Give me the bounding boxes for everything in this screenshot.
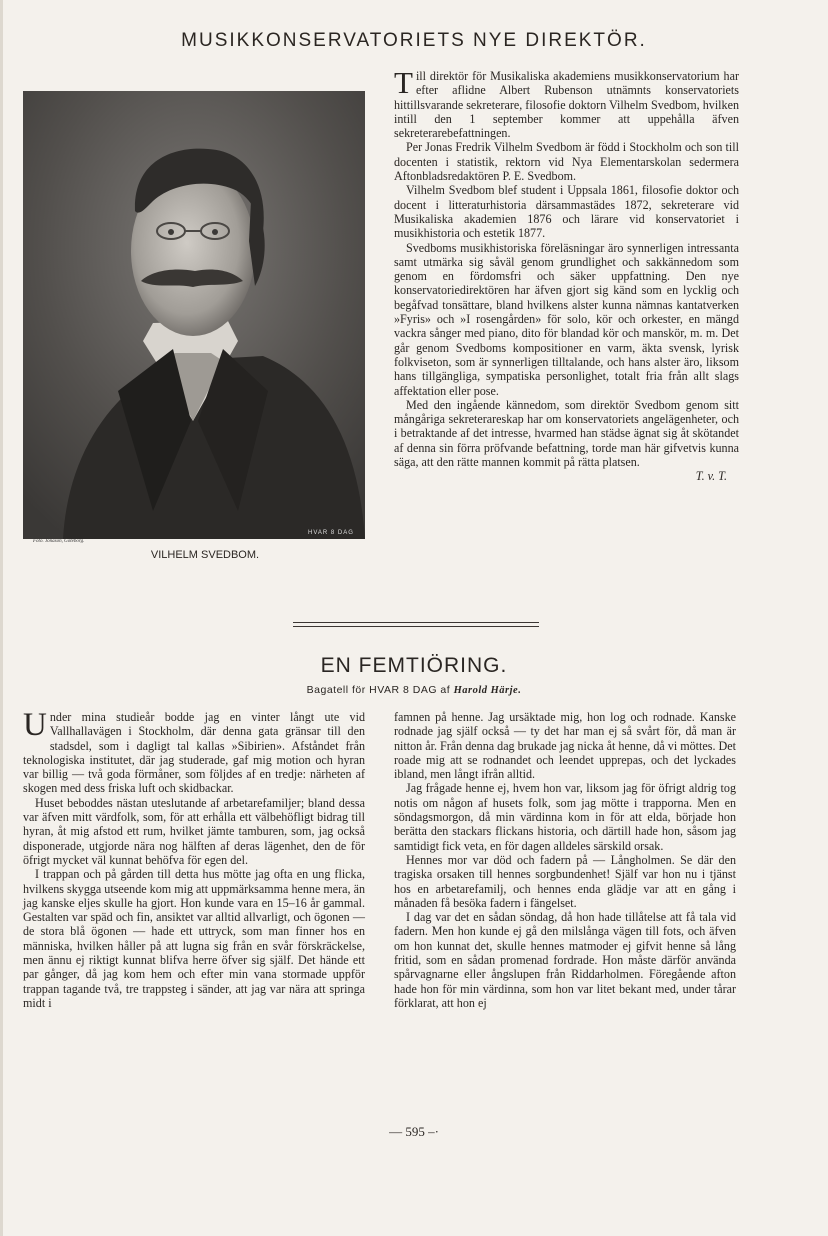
article-title-femtioring: EN FEMTIÖRING.	[320, 654, 508, 677]
article-subtitle: Bagatell för HVAR 8 DAG af Harold Härje.	[306, 684, 522, 696]
article1-paragraph: Till direktör för Musikaliska akademiens musikkonservatorium har efter aflidne Albert Rubenson utnämnts konservatoriets hittillsvarande sekreterare, filosofie doktorn Vilhelm Svedbom, hvilken intill den 1 september kommer att uppehålla äfven sekreterarebefattningen.	[394, 65, 739, 141]
article2-paragraph: Jag frågade henne ej, hvem hon var, liksom jag för öfrigt aldrig tog notis om någon af husets folk, som jag mötte i trapporna. Men en söndagsmorgon, då min värdinna kom in för att elda, började hon berätta den stackars flickans historia, och därtill hade hon, såsom jag samtidigt fick veta, en för dagen alldeles särskild orsak.	[394, 781, 736, 853]
article2-paragraph: Hennes mor var död och fadern på — Långholmen. Se där den tragiska orsaken till hennes sorgbundenhet! Själf var hon nu i tjänst hos en arbetarefamilj, och hennes enda glädje var att en gång i månaden få besöka fadern i fängelset.	[394, 852, 736, 910]
photo-watermark: HVAR 8 DAG	[308, 530, 354, 536]
portrait-photo	[23, 91, 365, 539]
photo-credit: Foto. Jonason, Göteborg.	[33, 539, 85, 544]
drop-cap: T	[394, 65, 413, 100]
article2-paragraph: I dag var det en sådan söndag, då hon hade tillåtelse att få tala vid fadern. Men hon kunde ej gå den milslånga vägen till fots, och äfven om hon kunnat det, skulle hennes matmoder ej gifvit henne så lång fritid, som en sådan promenad fordrade. Hon måste därför använda spårvagnarne eller ångslupen från Riddarholmen. Föregående afton hade hon för min värdinna, som hon var litet bekant med, under tårar förklarat, att hon ej	[394, 910, 736, 1010]
divider-rule	[293, 626, 539, 627]
article2-paragraph: I trappan och på gården till detta hus mötte jag ofta en ung flicka, hvilkens skygga utseende kom mig att uppmärksamma henne mera, än jag kanske eljes skulle ha gjort. Hon kunde vara en 15–16 år gammal. Gestalten var späd och fin, ansiktet var alltid allvarligt, och ögonen — de stora blå ögonen — hade ett uttryck, som man finner hos en människa, hvilken håller på att lugna sig från en svår förskräckelse, men ännu ej riktigt kunnat blifva herre öfver sig själf. Det hände ett par gånger, då jag kom hem och efter min vana stormade uppför trappan tagande två, tre trappsteg i sänder, att jag var nära att springa midt i	[23, 867, 365, 1010]
photo-caption: VILHELM SVEDBOM.	[150, 549, 260, 561]
page-edge	[0, 0, 3, 1236]
article-title-conservatory: MUSIKKONSERVATORIETS NYE DIREKTÖR.	[181, 30, 647, 51]
page-number: — 595 –·	[389, 1124, 439, 1139]
article1-paragraph: Vilhelm Svedbom blef student i Uppsala 1861, filosofie doktor och docent i litteraturhistoria därsammastädes 1872, sekreterare vid Musikaliska akademien 1876 och lärare vid konservatoriet i musikhistoria och estetik 1877.	[394, 183, 739, 241]
article2-left-column	[23, 707, 365, 1010]
article1-signature: T. v. T.	[695, 469, 727, 484]
article1-paragraph: Med den ingående kännedom, som direktör Svedbom genom sitt mångåriga sekreterareskap har om konservatoriets angelägenheter, och i betraktande af det intresse, hvarmed han städse ägnat sig åt skötandet af denna sin förra pröfvande befattning, torde man här gifvetvis kunna säga, att den rätte mannen kommit på rätta platsen.	[394, 397, 739, 470]
article2-paragraph: Huset beboddes nästan uteslutande af arbetarefamiljer; bland dessa var äfven mitt värdfolk, som, för att erhålla ett välbehöfligt bidrag till hyran, åt mig afstod ett rum, hvilket jämte tamburen, som, jag också disponerade, utgjorde nära nog hälften af deras lägenhet, den de för öfrigt mycket väl kunnat behöfva för egen del.	[23, 795, 365, 867]
article2-paragraph: famnen på henne. Jag ursäktade mig, hon log och rodnade. Kanske rodnade jag själf också — ty det har man ej så svårt för, då man är nitton år. Från denna dag brukade jag nicka åt henne, då vi möttes. Det roade mig att se rodnandet och leendet upprepas, och det lyckades ibland, men långt ifrån alltid.	[394, 710, 736, 782]
drop-cap: U	[23, 707, 47, 743]
portrait-illustration	[23, 91, 365, 539]
article2-right-column	[394, 710, 736, 1010]
article1-paragraph: Svedboms musikhistoriska föreläsningar äro synnerligen intressanta samt utmärka sig såväl genom grundlighet och sakkännedom som genom en fördomsfri och säker uppfattning. Den nye konservatoriedirektören har äfven gjort sig känd som en lycklig och begåfvad tonsättare, bland hvilkens alster kunna nämnas kantatverken »Fyris» och »I rosengården» för solo, kör och orkester, en mängd vackra sånger med piano, dito för blandad kör och manskör, m. m. Det går genom Svedboms kompositioner en varm, äkta svensk, lyrisk folkviseton, som är synnerligen tilltalande, och hans alster äro, liksom hans tillgängliga, sympatiska personlighet, totalt fria från allt slags affektation eller pose.	[394, 240, 739, 398]
divider-rule	[293, 622, 539, 623]
article1-paragraph: Per Jonas Fredrik Vilhelm Svedbom är född i Stockholm och son till docenten i statistik, rektorn vid Nya Elementarskolan sedermera Aftonbladsredaktören P. E. Svedbom.	[394, 140, 739, 184]
article-author: Harold Härje.	[453, 685, 522, 696]
article2-paragraph: Under mina studieår bodde jag en vinter långt ute vid Vallhallavägen i Stockholm, där denna gata gränsar till den stadsdel, som i dagligt tal kallas »Sibirien». Afståndet från teknologiska institutet, där jag studerade, gaf mig motion och hyran var billig — två goda förmåner, som följdes af en tredje: närheten af skogen med dess friska luft och skidbackar.	[23, 707, 365, 796]
article1-body	[394, 65, 739, 484]
